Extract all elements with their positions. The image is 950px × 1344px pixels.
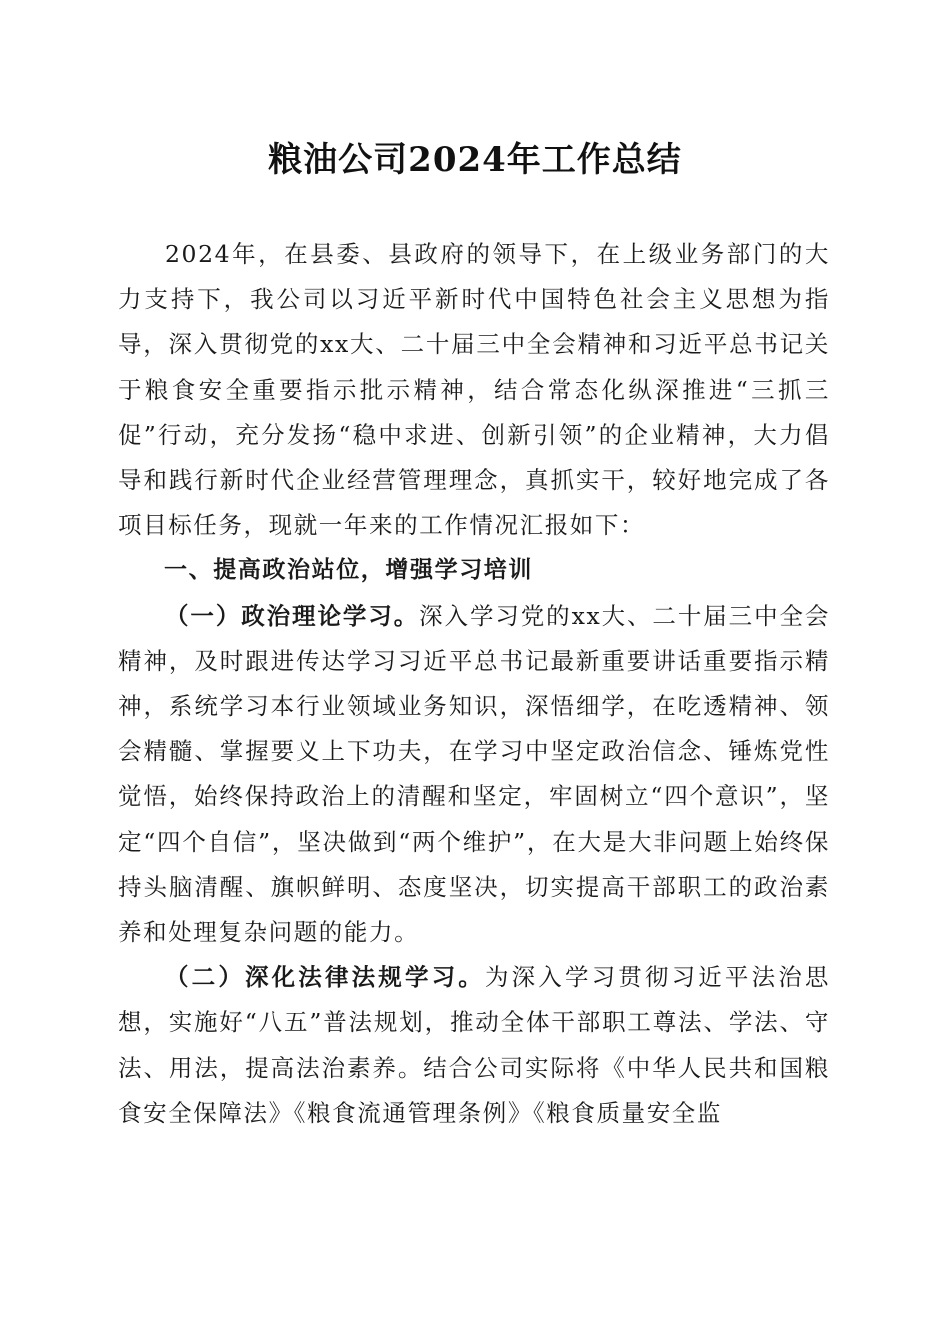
section-heading-1: 一、提高政治站位，增强学习培训 <box>164 557 533 584</box>
intro-paragraph: 2024年，在县委、县政府的领导下，在上级业务部门的大力支持下，我公司以习近平新时代中国特色社会主义思想为指导，深入贯彻党的xx大、二十届三中全会精神和习近平总书记关于粮食安全重要指示批示精神，结合常态化纵深推进“三抓三促”行动，充分发扬“稳中求进、创新引领”的企业精神，大力倡导和践行新时代企业经营管理理念，真抓实干，较好地完成了各项目标任务，现就一年来的工作情况汇报如下： <box>118 240 830 540</box>
subsection-1-paragraph <box>118 594 830 956</box>
subsection-1-lead: （一）政治理论学习。 <box>165 601 420 630</box>
document-body <box>118 232 830 1136</box>
subsection-2-text: 为深入学习贯彻习近平法治思想，实施好“八五”普法规划，推动全体干部职工尊法、学法、守法、用法，提高法治素养。结合公司实际将《中华人民共和国粮食安全保障法》《粮食流通管理条例》《粮食质量安全监 <box>118 963 830 1127</box>
subsection-2-paragraph <box>118 955 830 1136</box>
document-title: 粮油公司2024年工作总结 <box>268 140 682 180</box>
subsection-2-lead: （二）深化法律法规学习。 <box>165 963 485 992</box>
subsection-1-text: 深入学习党的xx大、二十届三中全会精神，及时跟进传达学习习近平总书记最新重要讲话重要指示精神，系统学习本行业领域业务知识，深悟细学，在吃透精神、领会精髓、掌握要义上下功夫，在学习中坚定政治信念、锤炼党性觉悟，始终保持政治上的清醒和坚定，牢固树立“四个意识”，坚定“四个自信”，坚决做到“两个维护”，在大是大非问题上始终保持头脑清醒、旗帜鲜明、态度坚决，切实提高干部职工的政治素养和处理复杂问题的能力。 <box>118 601 830 947</box>
